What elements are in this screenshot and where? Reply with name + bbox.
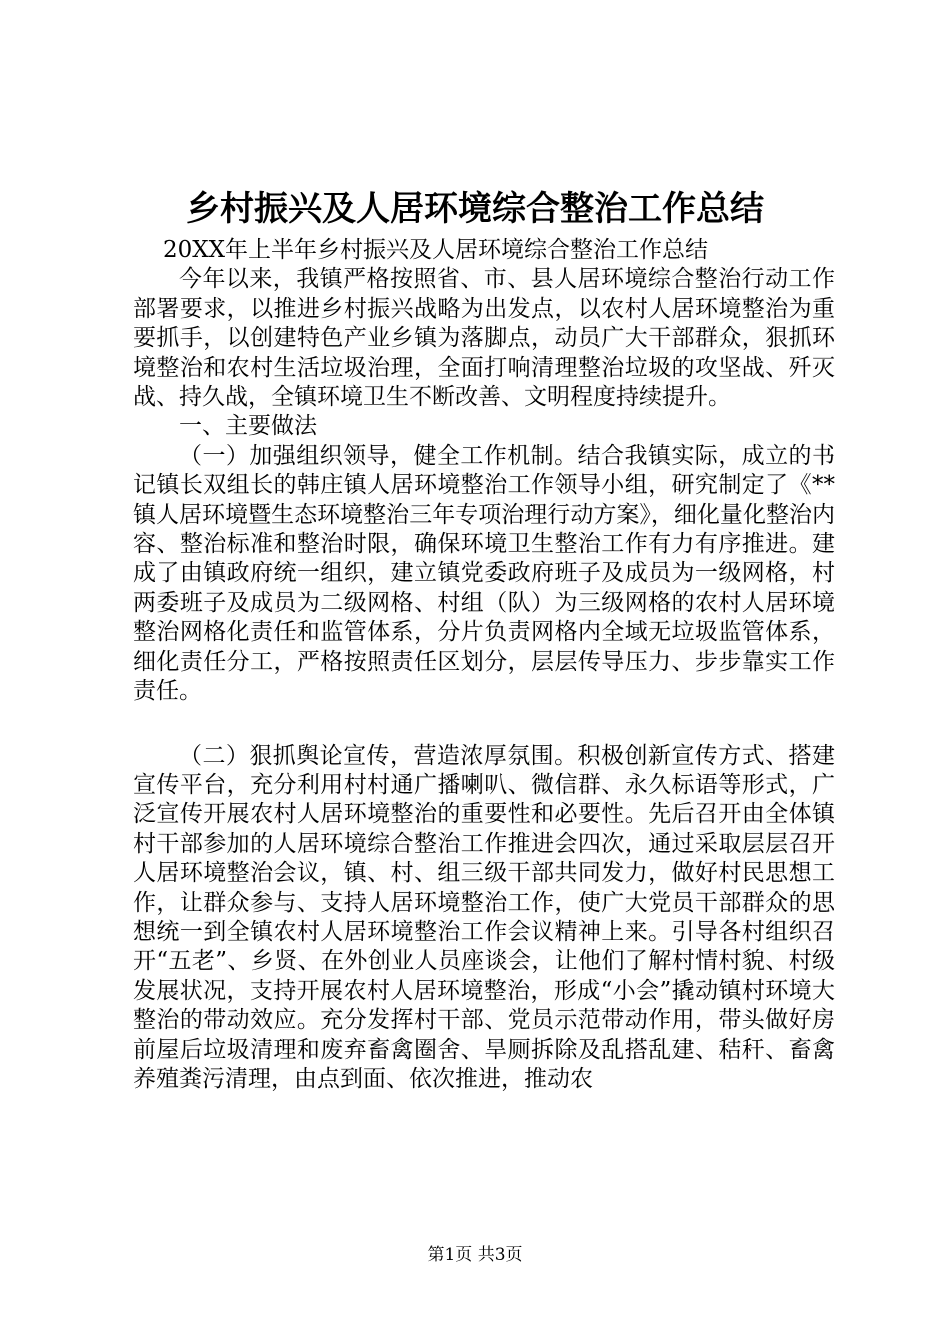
subtitle-paragraph: 20XX年上半年乡村振兴及人居环境综合整治工作总结 [163,237,709,263]
intro-paragraph: 今年以来，我镇严格按照省、市、县人居环境综合整治行动工作部署要求，以推进乡村振兴战略为出发点，以农村人居环境整治为重要抓手，以创建特色产业乡镇为落脚点，动员广大干部群众，狠抓环境整治和农村生活垃圾治理，全面打响清理整治垃圾的攻坚战、歼灭战、持久战，全镇环境卫生不断改善、文明程度持续提升。 [133,266,835,411]
section-2-paragraph: （二）狠抓舆论宣传，营造浓厚氛围。积极创新宣传方式、搭建宣传平台，充分利用村村通广播喇叭、微信群、永久标语等形式，广泛宣传开展农村人居环境整治的重要性和必要性。先后召开由全体镇村干部参加的人居环境综合整治工作推进会四次，通过采取层层召开人居环境整治会议，镇、村、组三级干部共同发力，做好村民思想工作，让群众参与、支持人居环境整治工作，使广大党员干部群众的思想统一到全镇农村人居环境整治工作会议精神上来。引导各村组织召开“五老”、乡贤、在外创业人员座谈会，让他们了解村情村貌、村级发展状况，支持开展农村人居环境整治，形成“小会”撬动镇村环境大整治的带动效应。充分发挥村干部、党员示范带动作用，带头做好房前屋后垃圾清理和废弃畜禽圈舍、旱厕拆除及乱搭乱建、秸秆、畜禽养殖粪污清理，由点到面、依次推进，推动农 [133,742,835,1092]
document-title: 乡村振兴及人居环境综合整治工作总结 [186,189,764,229]
page-footer: 第1页 共3页 [427,1245,523,1265]
paragraph-spacer [133,707,835,742]
section-heading: 一、主要做法 [179,413,317,440]
document-body [133,236,835,1094]
section-1-paragraph: （一）加强组织领导，健全工作机制。结合我镇实际，成立的书记镇长双组长的韩庄镇人居环境整治工作领导小组，研究制定了《**镇人居环境暨生态环境整治三年专项治理行动方案》，细化量化整治内容、整治标准和整治时限，确保环境卫生整治工作有力有序推进。建成了由镇政府统一组织，建立镇党委政府班子及成员为一级网格，村两委班子及成员为二级网格、村组（队）为三级网格的农村人居环境整治网格化责任和监管体系，分片负责网格内全域无垃圾监管体系，细化责任分工，严格按照责任区划分，层层传导压力、步步靠实工作责任。 [133,442,835,705]
